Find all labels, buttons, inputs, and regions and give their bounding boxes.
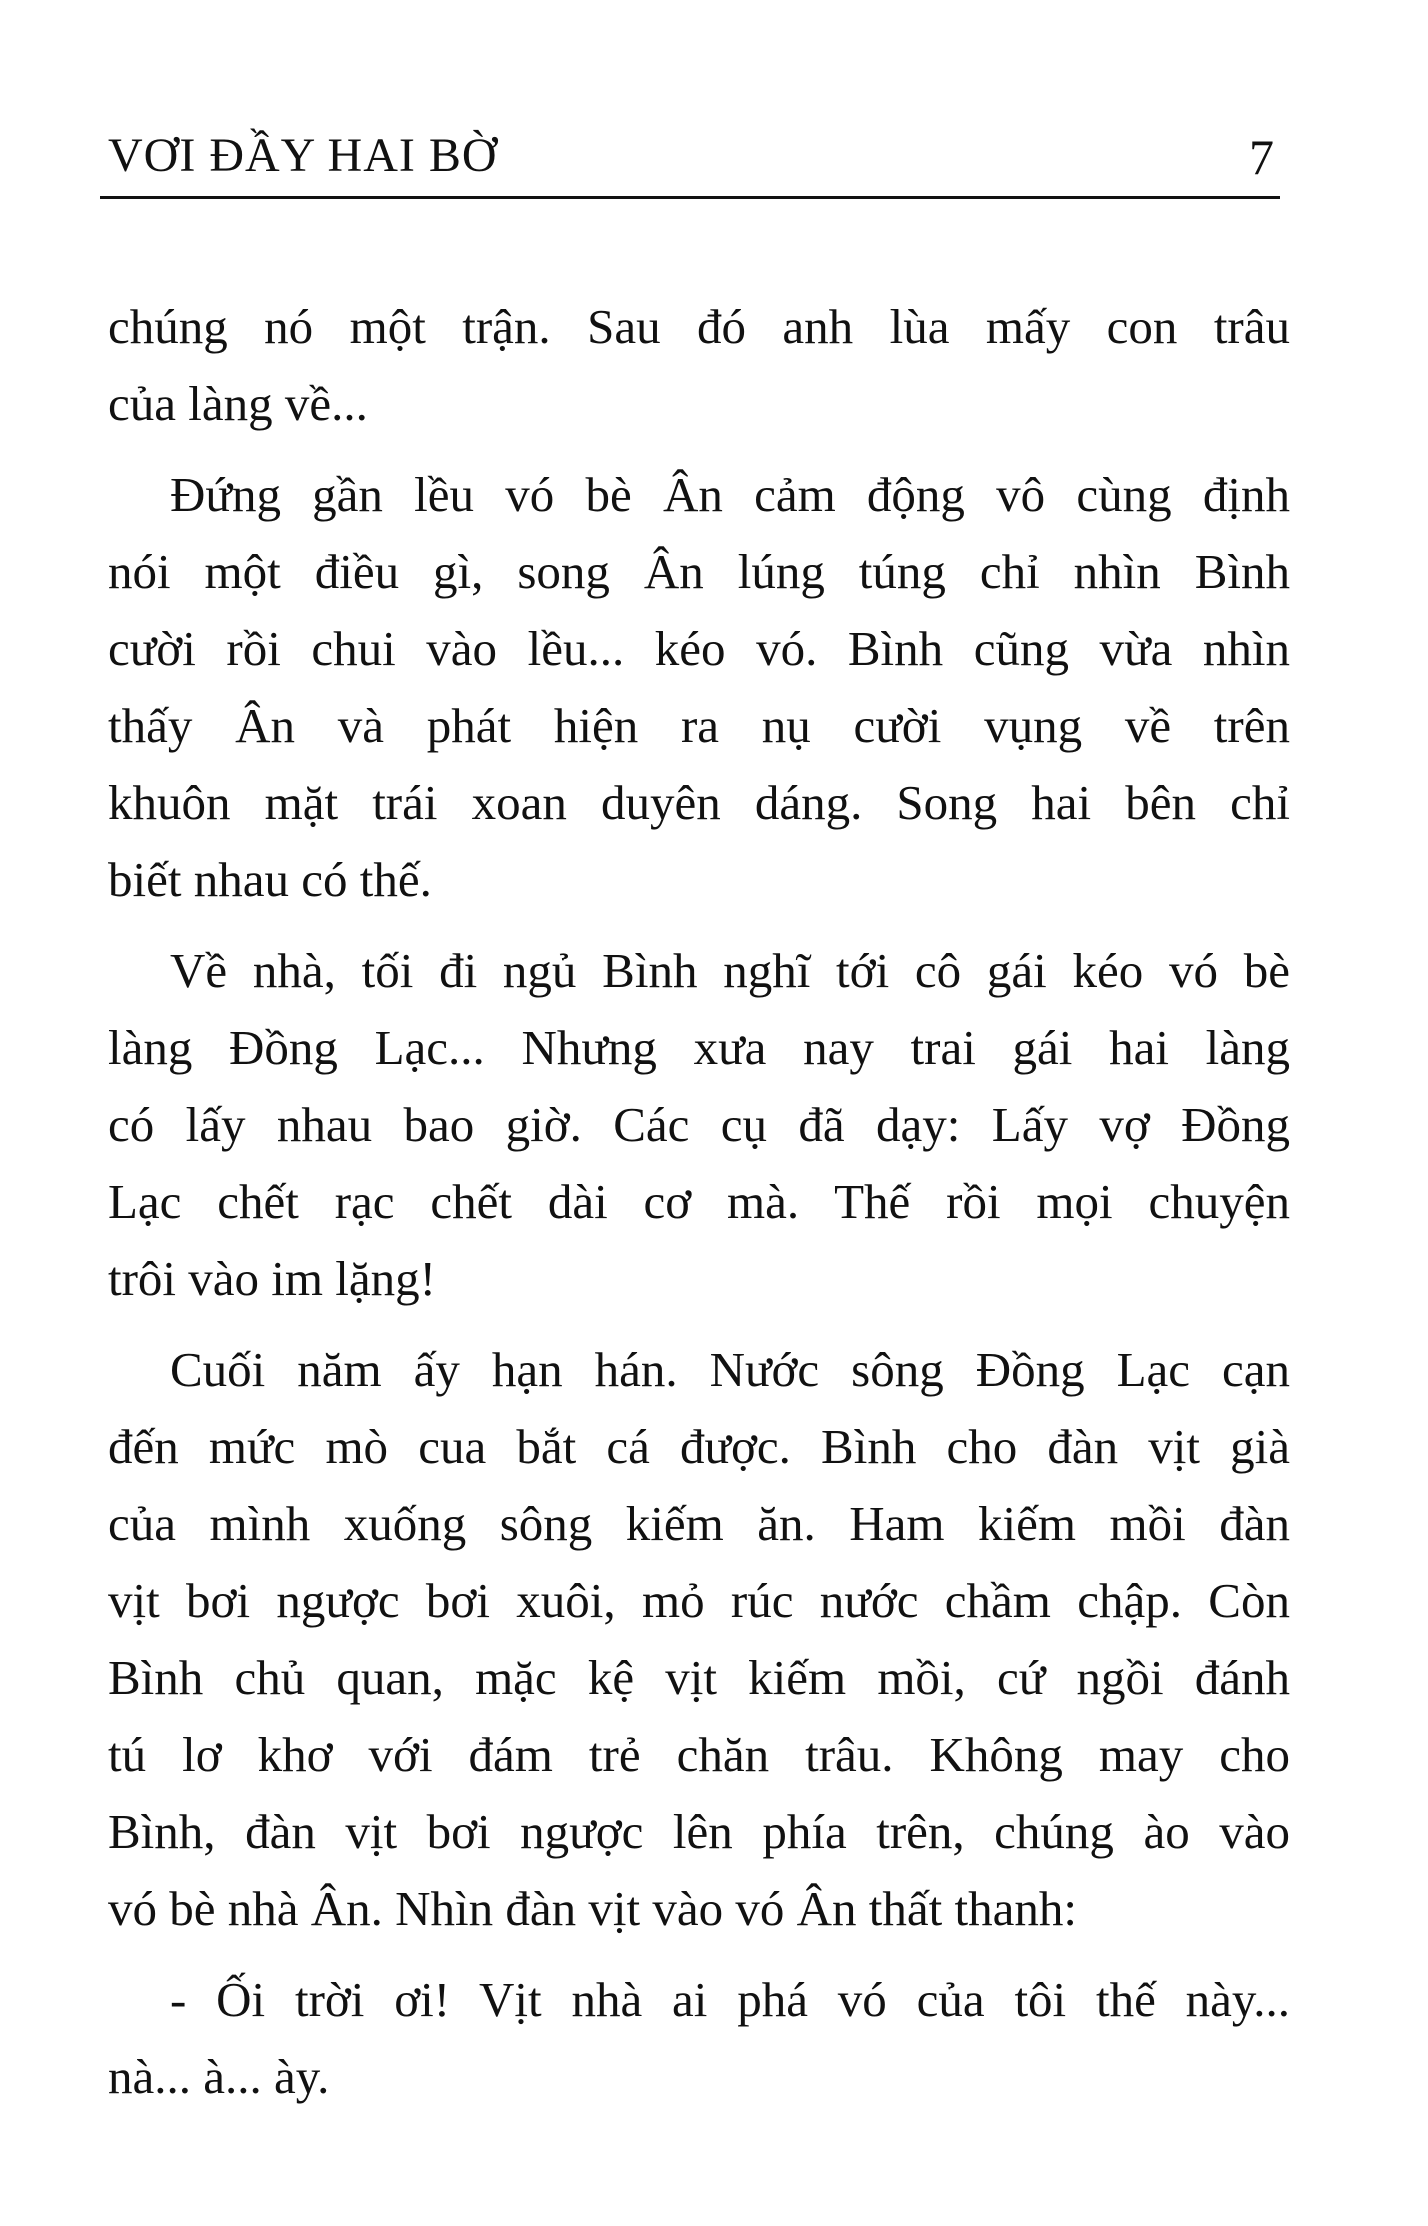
text-line: Lạc chết rạc chết dài cơ mà. Thế rồi mọi chuyện (108, 1174, 1290, 1229)
text-line: Về nhà, tối đi ngủ Bình nghĩ tới cô gái kéo vó bè (170, 943, 1290, 998)
text-line: - Ối trời ơi! Vịt nhà ai phá vó của tôi thế này... (170, 1972, 1290, 2027)
text-line: tú lơ khơ với đám trẻ chăn trâu. Không may cho (108, 1727, 1290, 1782)
header-rule (100, 196, 1280, 199)
book-title: VƠI ĐẦY HAI BỜ (108, 129, 498, 182)
running-header (100, 122, 1280, 192)
text-line: Bình chủ quan, mặc kệ vịt kiếm mồi, cứ ngồi đánh (108, 1650, 1290, 1705)
paragraph (108, 288, 1290, 442)
text-line: vịt bơi ngược bơi xuôi, mỏ rúc nước chầm chập. Còn (108, 1573, 1290, 1628)
text-line: Bình, đàn vịt bơi ngược lên phía trên, chúng ào vào (108, 1804, 1290, 1859)
body-text (108, 288, 1290, 2129)
paragraph (108, 1961, 1290, 2115)
text-line: nói một điều gì, song Ân lúng túng chỉ nhìn Bình (108, 544, 1290, 599)
paragraph (108, 1331, 1290, 1947)
text-line: khuôn mặt trái xoan duyên dáng. Song hai bên chỉ (108, 775, 1290, 830)
text-line: Đứng gần lều vó bè Ân cảm động vô cùng định (170, 467, 1290, 522)
text-line: biết nhau có thế. (108, 852, 432, 907)
text-line: chúng nó một trận. Sau đó anh lùa mấy con trâu (108, 299, 1290, 354)
text-line: làng Đồng Lạc... Nhưng xưa nay trai gái hai làng (108, 1020, 1290, 1075)
text-line: của làng về... (108, 376, 368, 431)
text-line: nà... à... ày. (108, 2049, 330, 2104)
text-line: đến mức mò cua bắt cá được. Bình cho đàn vịt già (108, 1419, 1290, 1474)
text-line: có lấy nhau bao giờ. Các cụ đã dạy: Lấy vợ Đồng (108, 1097, 1290, 1152)
text-line: của mình xuống sông kiếm ăn. Ham kiếm mồi đàn (108, 1496, 1290, 1551)
text-line: cười rồi chui vào lều... kéo vó. Bình cũng vừa nhìn (108, 621, 1290, 676)
paragraph (108, 456, 1290, 918)
text-line: thấy Ân và phát hiện ra nụ cười vụng về trên (108, 698, 1290, 753)
text-line: trôi vào im lặng! (108, 1251, 436, 1306)
text-line: Cuối năm ấy hạn hán. Nước sông Đồng Lạc cạn (170, 1342, 1290, 1397)
page-number: 7 (1249, 129, 1274, 185)
paragraph (108, 932, 1290, 1317)
text-line: vó bè nhà Ân. Nhìn đàn vịt vào vó Ân thất thanh: (108, 1881, 1077, 1936)
